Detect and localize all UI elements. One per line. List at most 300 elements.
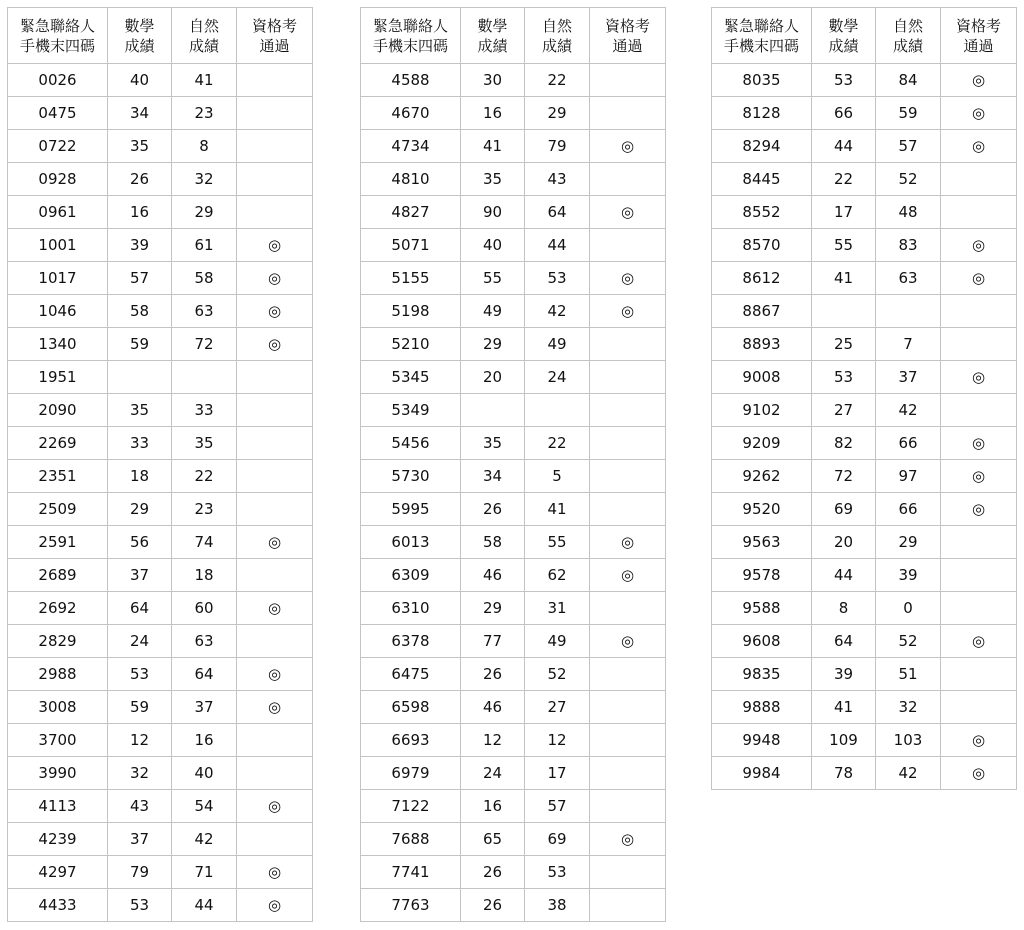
score-table-2 xyxy=(360,7,666,922)
qualified-cell xyxy=(237,130,313,163)
math-score-cell: 59 xyxy=(108,328,172,361)
table-row xyxy=(712,757,1017,790)
score-table-3 xyxy=(711,7,1017,790)
table-row xyxy=(712,64,1017,97)
science-score-cell: 42 xyxy=(876,757,941,790)
qualified-cell: ◎ xyxy=(590,625,666,658)
science-score-cell: 37 xyxy=(172,691,237,724)
math-score-cell: 35 xyxy=(461,163,525,196)
table-row xyxy=(361,196,666,229)
phone-last4-cell: 7763 xyxy=(361,889,461,922)
table-row xyxy=(8,394,313,427)
phone-last4-cell: 1001 xyxy=(8,229,108,262)
qualified-cell: ◎ xyxy=(590,262,666,295)
science-score-cell: 39 xyxy=(876,559,941,592)
phone-last4-cell: 9520 xyxy=(712,493,812,526)
science-score-cell: 57 xyxy=(525,790,590,823)
science-score-cell: 54 xyxy=(172,790,237,823)
table-row xyxy=(712,724,1017,757)
qualified-cell xyxy=(237,724,313,757)
science-score-cell: 32 xyxy=(876,691,941,724)
science-score-cell: 72 xyxy=(172,328,237,361)
table-row xyxy=(361,64,666,97)
science-score-cell: 58 xyxy=(172,262,237,295)
qualified-cell xyxy=(941,196,1017,229)
science-score-cell: 22 xyxy=(525,427,590,460)
math-score-cell: 40 xyxy=(461,229,525,262)
table-row xyxy=(8,196,313,229)
science-score-cell: 62 xyxy=(525,559,590,592)
science-score-cell: 29 xyxy=(525,97,590,130)
table-row xyxy=(361,856,666,889)
table-row xyxy=(361,328,666,361)
qualified-cell xyxy=(590,856,666,889)
science-score-cell: 49 xyxy=(525,328,590,361)
math-score-cell: 79 xyxy=(108,856,172,889)
math-score-cell: 59 xyxy=(108,691,172,724)
math-score-cell: 109 xyxy=(812,724,876,757)
header-science-score xyxy=(172,8,237,64)
phone-last4-cell: 2988 xyxy=(8,658,108,691)
header-phone-last4 xyxy=(8,8,108,64)
header-qualified xyxy=(237,8,313,64)
phone-last4-cell: 1951 xyxy=(8,361,108,394)
phone-last4-cell: 8612 xyxy=(712,262,812,295)
science-score-cell: 18 xyxy=(172,559,237,592)
header-qualified xyxy=(590,8,666,64)
science-score-cell: 57 xyxy=(876,130,941,163)
science-score-cell xyxy=(172,361,237,394)
table-row xyxy=(712,526,1017,559)
math-score-cell: 90 xyxy=(461,196,525,229)
qualified-cell xyxy=(590,328,666,361)
header-row xyxy=(712,8,1017,64)
math-score-cell: 37 xyxy=(108,559,172,592)
math-score-cell: 34 xyxy=(461,460,525,493)
science-score-cell: 69 xyxy=(525,823,590,856)
qualified-cell xyxy=(237,196,313,229)
science-score-cell: 59 xyxy=(876,97,941,130)
science-score-cell: 74 xyxy=(172,526,237,559)
table-row xyxy=(361,295,666,328)
math-score-cell: 66 xyxy=(812,97,876,130)
science-score-cell xyxy=(876,295,941,328)
math-score-cell: 65 xyxy=(461,823,525,856)
science-score-cell: 41 xyxy=(172,64,237,97)
science-score-cell: 29 xyxy=(172,196,237,229)
header-line2: 手機末四碼 xyxy=(372,36,448,55)
science-score-cell: 48 xyxy=(876,196,941,229)
math-score-cell: 26 xyxy=(461,856,525,889)
header-line2: 成績 xyxy=(828,36,859,55)
phone-last4-cell: 8867 xyxy=(712,295,812,328)
table-row xyxy=(712,493,1017,526)
qualified-cell xyxy=(237,757,313,790)
phone-last4-cell: 7741 xyxy=(361,856,461,889)
math-score-cell: 20 xyxy=(461,361,525,394)
phone-last4-cell: 5349 xyxy=(361,394,461,427)
qualified-cell xyxy=(590,691,666,724)
table-row xyxy=(361,790,666,823)
table-row xyxy=(361,394,666,427)
qualified-cell: ◎ xyxy=(590,823,666,856)
math-score-cell: 77 xyxy=(461,625,525,658)
phone-last4-cell: 9102 xyxy=(712,394,812,427)
qualified-cell: ◎ xyxy=(237,658,313,691)
science-score-cell: 49 xyxy=(525,625,590,658)
header-row xyxy=(361,8,666,64)
qualified-cell xyxy=(590,724,666,757)
science-score-cell: 84 xyxy=(876,64,941,97)
qualified-cell: ◎ xyxy=(590,559,666,592)
phone-last4-cell: 8552 xyxy=(712,196,812,229)
science-score-cell: 23 xyxy=(172,97,237,130)
phone-last4-cell: 9888 xyxy=(712,691,812,724)
qualified-cell: ◎ xyxy=(237,328,313,361)
math-score-cell: 33 xyxy=(108,427,172,460)
science-score-cell: 64 xyxy=(172,658,237,691)
qualified-cell xyxy=(237,97,313,130)
math-score-cell: 34 xyxy=(108,97,172,130)
science-score-cell: 44 xyxy=(525,229,590,262)
math-score-cell: 41 xyxy=(812,262,876,295)
phone-last4-cell: 2829 xyxy=(8,625,108,658)
header-science-score xyxy=(876,8,941,64)
phone-last4-cell: 7688 xyxy=(361,823,461,856)
phone-last4-cell: 5155 xyxy=(361,262,461,295)
phone-last4-cell: 9608 xyxy=(712,625,812,658)
science-score-cell: 5 xyxy=(525,460,590,493)
math-score-cell: 16 xyxy=(108,196,172,229)
qualified-cell: ◎ xyxy=(941,460,1017,493)
qualified-cell: ◎ xyxy=(590,196,666,229)
phone-last4-cell: 0928 xyxy=(8,163,108,196)
math-score-cell: 64 xyxy=(108,592,172,625)
qualified-cell xyxy=(590,229,666,262)
phone-last4-cell: 3700 xyxy=(8,724,108,757)
math-score-cell: 30 xyxy=(461,64,525,97)
table-row xyxy=(8,361,313,394)
table-row xyxy=(361,823,666,856)
phone-last4-cell: 9984 xyxy=(712,757,812,790)
qualified-cell: ◎ xyxy=(237,790,313,823)
table-row xyxy=(361,493,666,526)
math-score-cell: 26 xyxy=(461,493,525,526)
science-score-cell: 8 xyxy=(172,130,237,163)
phone-last4-cell: 0475 xyxy=(8,97,108,130)
header-line1: 自然 xyxy=(188,16,219,35)
table-row xyxy=(8,724,313,757)
header-line2: 通過 xyxy=(259,36,290,55)
math-score-cell: 69 xyxy=(812,493,876,526)
science-score-cell: 44 xyxy=(172,889,237,922)
qualified-cell xyxy=(237,361,313,394)
math-score-cell: 64 xyxy=(812,625,876,658)
math-score-cell xyxy=(108,361,172,394)
header-line1: 資格考 xyxy=(955,16,1001,35)
math-score-cell: 41 xyxy=(461,130,525,163)
table-row xyxy=(8,493,313,526)
header-math-score xyxy=(812,8,876,64)
math-score-cell: 43 xyxy=(108,790,172,823)
math-score-cell: 53 xyxy=(108,889,172,922)
phone-last4-cell: 9008 xyxy=(712,361,812,394)
phone-last4-cell: 2269 xyxy=(8,427,108,460)
science-score-cell: 61 xyxy=(172,229,237,262)
qualified-cell xyxy=(590,460,666,493)
science-score-cell: 29 xyxy=(876,526,941,559)
qualified-cell: ◎ xyxy=(237,229,313,262)
qualified-cell xyxy=(590,64,666,97)
phone-last4-cell: 4810 xyxy=(361,163,461,196)
science-score-cell: 60 xyxy=(172,592,237,625)
math-score-cell: 58 xyxy=(108,295,172,328)
science-score-cell: 66 xyxy=(876,493,941,526)
qualified-cell xyxy=(941,592,1017,625)
phone-last4-cell: 2509 xyxy=(8,493,108,526)
science-score-cell: 35 xyxy=(172,427,237,460)
qualified-cell: ◎ xyxy=(941,757,1017,790)
science-score-cell: 37 xyxy=(876,361,941,394)
math-score-cell: 18 xyxy=(108,460,172,493)
header-phone-last4 xyxy=(712,8,812,64)
phone-last4-cell: 2689 xyxy=(8,559,108,592)
math-score-cell: 24 xyxy=(108,625,172,658)
table-row xyxy=(361,625,666,658)
table-row xyxy=(361,163,666,196)
qualified-cell xyxy=(590,427,666,460)
math-score-cell: 29 xyxy=(461,592,525,625)
header-math-score xyxy=(461,8,525,64)
qualified-cell: ◎ xyxy=(941,427,1017,460)
table-row xyxy=(8,592,313,625)
table-row xyxy=(8,625,313,658)
qualified-cell xyxy=(237,64,313,97)
phone-last4-cell: 8128 xyxy=(712,97,812,130)
phone-last4-cell: 9948 xyxy=(712,724,812,757)
math-score-cell xyxy=(461,394,525,427)
math-score-cell: 56 xyxy=(108,526,172,559)
qualified-cell: ◎ xyxy=(590,526,666,559)
science-score-cell: 27 xyxy=(525,691,590,724)
table-row xyxy=(712,196,1017,229)
math-score-cell: 46 xyxy=(461,559,525,592)
qualified-cell xyxy=(941,691,1017,724)
phone-last4-cell: 8445 xyxy=(712,163,812,196)
science-score-cell: 66 xyxy=(876,427,941,460)
math-score-cell: 26 xyxy=(461,658,525,691)
math-score-cell xyxy=(812,295,876,328)
qualified-cell xyxy=(237,559,313,592)
qualified-cell xyxy=(590,790,666,823)
table-row xyxy=(712,427,1017,460)
table-row xyxy=(712,361,1017,394)
qualified-cell xyxy=(590,889,666,922)
phone-last4-cell: 9835 xyxy=(712,658,812,691)
qualified-cell: ◎ xyxy=(941,262,1017,295)
table-row xyxy=(361,889,666,922)
science-score-cell: 53 xyxy=(525,856,590,889)
math-score-cell: 35 xyxy=(108,130,172,163)
qualified-cell: ◎ xyxy=(941,625,1017,658)
qualified-cell xyxy=(590,361,666,394)
math-score-cell: 53 xyxy=(812,361,876,394)
table-row xyxy=(8,163,313,196)
science-score-cell: 53 xyxy=(525,262,590,295)
qualified-cell: ◎ xyxy=(237,691,313,724)
phone-last4-cell: 6693 xyxy=(361,724,461,757)
header-line2: 成績 xyxy=(541,36,572,55)
phone-last4-cell: 4588 xyxy=(361,64,461,97)
table-row xyxy=(361,526,666,559)
qualified-cell xyxy=(590,394,666,427)
table-row xyxy=(361,262,666,295)
qualified-cell xyxy=(941,328,1017,361)
qualified-cell xyxy=(590,493,666,526)
science-score-cell: 52 xyxy=(876,625,941,658)
math-score-cell: 16 xyxy=(461,790,525,823)
table-row xyxy=(361,559,666,592)
header-line1: 緊急聯絡人 xyxy=(19,16,95,35)
table-row xyxy=(8,97,313,130)
phone-last4-cell: 4113 xyxy=(8,790,108,823)
table-row xyxy=(361,229,666,262)
phone-last4-cell: 1340 xyxy=(8,328,108,361)
phone-last4-cell: 9588 xyxy=(712,592,812,625)
science-score-cell: 52 xyxy=(525,658,590,691)
table-row xyxy=(8,526,313,559)
science-score-cell: 12 xyxy=(525,724,590,757)
phone-last4-cell: 9563 xyxy=(712,526,812,559)
header-line2: 成績 xyxy=(188,36,219,55)
table-row xyxy=(8,328,313,361)
science-score-cell: 63 xyxy=(172,625,237,658)
header-math-score xyxy=(108,8,172,64)
phone-last4-cell: 8893 xyxy=(712,328,812,361)
math-score-cell: 37 xyxy=(108,823,172,856)
table-row xyxy=(712,229,1017,262)
math-score-cell: 22 xyxy=(812,163,876,196)
table-row xyxy=(8,856,313,889)
table-row xyxy=(712,262,1017,295)
math-score-cell: 29 xyxy=(461,328,525,361)
qualified-cell xyxy=(237,493,313,526)
qualified-cell: ◎ xyxy=(590,130,666,163)
qualified-cell: ◎ xyxy=(941,97,1017,130)
math-score-cell: 35 xyxy=(108,394,172,427)
science-score-cell: 42 xyxy=(525,295,590,328)
qualified-cell: ◎ xyxy=(237,262,313,295)
qualified-cell xyxy=(941,394,1017,427)
science-score-cell: 83 xyxy=(876,229,941,262)
math-score-cell: 57 xyxy=(108,262,172,295)
math-score-cell: 55 xyxy=(461,262,525,295)
phone-last4-cell: 8570 xyxy=(712,229,812,262)
qualified-cell xyxy=(590,163,666,196)
science-score-cell: 38 xyxy=(525,889,590,922)
math-score-cell: 35 xyxy=(461,427,525,460)
table-row xyxy=(8,64,313,97)
science-score-cell: 33 xyxy=(172,394,237,427)
phone-last4-cell: 5198 xyxy=(361,295,461,328)
phone-last4-cell: 6310 xyxy=(361,592,461,625)
qualified-cell xyxy=(941,295,1017,328)
table-row xyxy=(361,427,666,460)
table-row xyxy=(8,559,313,592)
phone-last4-cell: 2591 xyxy=(8,526,108,559)
qualified-cell xyxy=(590,757,666,790)
table-row xyxy=(712,625,1017,658)
math-score-cell: 26 xyxy=(108,163,172,196)
table-row xyxy=(361,460,666,493)
header-line1: 數學 xyxy=(828,16,859,35)
science-score-cell: 7 xyxy=(876,328,941,361)
qualified-cell xyxy=(590,97,666,130)
science-score-cell: 43 xyxy=(525,163,590,196)
table-row xyxy=(361,361,666,394)
math-score-cell: 12 xyxy=(461,724,525,757)
qualified-cell xyxy=(590,592,666,625)
header-line2: 成績 xyxy=(892,36,923,55)
science-score-cell: 63 xyxy=(876,262,941,295)
math-score-cell: 82 xyxy=(812,427,876,460)
math-score-cell: 12 xyxy=(108,724,172,757)
header-line2: 通過 xyxy=(612,36,643,55)
phone-last4-cell: 9262 xyxy=(712,460,812,493)
qualified-cell xyxy=(941,526,1017,559)
table-row xyxy=(361,130,666,163)
science-score-cell: 52 xyxy=(876,163,941,196)
qualified-cell xyxy=(941,163,1017,196)
phone-last4-cell: 4433 xyxy=(8,889,108,922)
phone-last4-cell: 7122 xyxy=(361,790,461,823)
phone-last4-cell: 9209 xyxy=(712,427,812,460)
math-score-cell: 58 xyxy=(461,526,525,559)
phone-last4-cell: 6598 xyxy=(361,691,461,724)
qualified-cell: ◎ xyxy=(237,295,313,328)
phone-last4-cell: 1046 xyxy=(8,295,108,328)
science-score-cell: 64 xyxy=(525,196,590,229)
header-line1: 自然 xyxy=(541,16,572,35)
header-line1: 緊急聯絡人 xyxy=(372,16,448,35)
header-line2: 通過 xyxy=(963,36,994,55)
science-score-cell: 24 xyxy=(525,361,590,394)
phone-last4-cell: 6979 xyxy=(361,757,461,790)
header-line2: 手機末四碼 xyxy=(723,36,799,55)
science-score-cell: 16 xyxy=(172,724,237,757)
qualified-cell: ◎ xyxy=(237,856,313,889)
qualified-cell xyxy=(237,460,313,493)
phone-last4-cell: 3990 xyxy=(8,757,108,790)
qualified-cell: ◎ xyxy=(941,493,1017,526)
math-score-cell: 8 xyxy=(812,592,876,625)
math-score-cell: 46 xyxy=(461,691,525,724)
qualified-cell: ◎ xyxy=(941,361,1017,394)
science-score-cell: 17 xyxy=(525,757,590,790)
math-score-cell: 26 xyxy=(461,889,525,922)
qualified-cell xyxy=(237,394,313,427)
table-row xyxy=(8,889,313,922)
phone-last4-cell: 4670 xyxy=(361,97,461,130)
table-row xyxy=(361,658,666,691)
science-score-cell: 79 xyxy=(525,130,590,163)
qualified-cell xyxy=(237,427,313,460)
math-score-cell: 40 xyxy=(108,64,172,97)
science-score-cell: 42 xyxy=(876,394,941,427)
header-phone-last4 xyxy=(361,8,461,64)
math-score-cell: 53 xyxy=(108,658,172,691)
header-qualified xyxy=(941,8,1017,64)
